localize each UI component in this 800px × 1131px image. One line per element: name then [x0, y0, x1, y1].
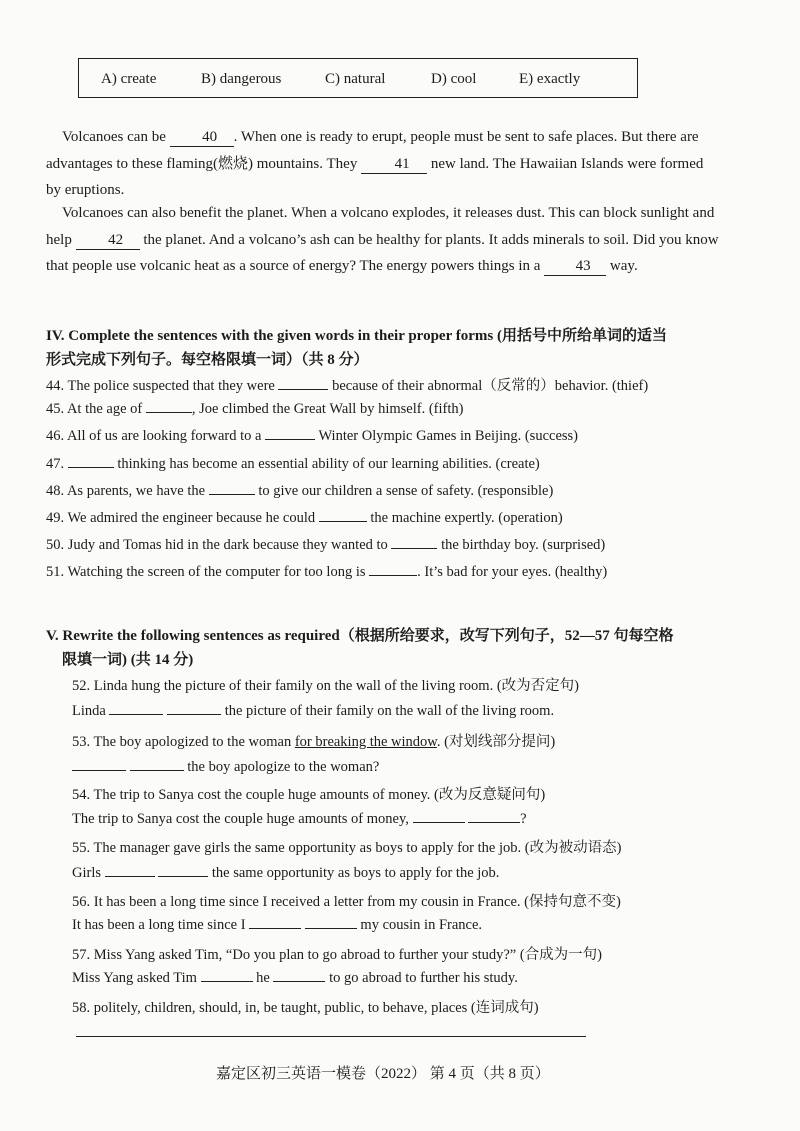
answer-blank[interactable] [201, 981, 253, 982]
question-51: 51. Watching the screen of the computer for too long is . It’s bad for your eyes. (healthy) [46, 564, 608, 580]
passage-text: . When one is ready to erupt, people must be sent to safe places. But there are advantages to these flaming(燃烧) mountains. They [46, 129, 699, 172]
answer-blank[interactable] [167, 714, 221, 715]
passage-text: new land. The Hawaiian Islands were formed by eruptions. [46, 155, 704, 198]
answer-line-58[interactable] [76, 1036, 586, 1037]
question-56: 56. It has been a long time since I received a letter from my cousin in France. (保持句意不变) [72, 894, 621, 910]
answer-55: Girls the same opportunity as boys to apply for the job. [72, 865, 500, 881]
word-option: A) create [101, 71, 157, 87]
blank-41[interactable]: 41 [361, 155, 427, 174]
question-52: 52. Linda hung the picture of their family on the wall of the living room. (改为否定句) [72, 678, 579, 694]
answer-blank[interactable] [249, 928, 301, 929]
answer-54: The trip to Sanya cost the couple huge amounts of money, ? [72, 811, 527, 827]
passage-text: Volcanoes can also benefit the planet. When a volcano explodes, it releases dust. This can block sunlight and help [46, 205, 715, 248]
question-53: 53. The boy apologized to the woman for breaking the window. (对划线部分提问) [72, 734, 556, 750]
answer-blank[interactable] [146, 412, 192, 413]
answer-blank[interactable] [305, 928, 357, 929]
section-4-heading-cont: 形式完成下列句子。每空格限填一词）（共 8 分） [46, 352, 369, 368]
answer-blank[interactable] [209, 494, 255, 495]
answer-56: It has been a long time since I my cousin in France. [72, 917, 483, 933]
question-50: 50. Judy and Tomas hid in the dark because they wanted to the birthday boy. (surprised) [46, 537, 606, 553]
passage-text: the planet. And a volcano’s ash can be healthy for plants. It adds minerals to soil. Did you know that people use volcanic heat as a source of energy? The energy powers things in a [46, 231, 719, 274]
question-49: 49. We admired the engineer because he could the machine expertly. (operation) [46, 510, 563, 526]
section-5-heading: V. Rewrite the following sentences as required（根据所给要求，改写下列句子，52—57 句每空格 [46, 628, 674, 644]
question-58: 58. politely, children, should, in, be taught, public, to behave, places (连词成句) [72, 1000, 539, 1016]
blank-43[interactable]: 43 [544, 257, 606, 276]
question-45: 45. At the age of , Joe climbed the Great Wall by himself. (fifth) [46, 401, 464, 417]
section-5-heading-cont: 限填一词) (共 14 分) [62, 652, 194, 668]
answer-blank[interactable] [413, 822, 465, 823]
answer-blank[interactable] [265, 439, 315, 440]
question-46: 46. All of us are looking forward to a Winter Olympic Games in Beijing. (success) [46, 428, 579, 444]
answer-52: Linda the picture of their family on the wall of the living room. [72, 703, 555, 719]
answer-blank[interactable] [130, 770, 184, 771]
answer-blank[interactable] [68, 467, 114, 468]
section-4-heading: IV. Complete the sentences with the given words in their proper forms (用括号中所给单词的适当 [46, 328, 667, 344]
answer-blank[interactable] [105, 876, 155, 877]
blank-40[interactable]: 40 [170, 128, 234, 147]
passage-paragraph-1 [46, 124, 722, 204]
question-54: 54. The trip to Sanya cost the couple huge amounts of money. (改为反意疑问句) [72, 787, 546, 803]
passage-text: Volcanoes can be [62, 129, 166, 145]
answer-blank[interactable] [278, 389, 328, 390]
word-option: D) cool [431, 71, 477, 87]
word-bank-box [78, 58, 638, 98]
passage-text: way. [609, 258, 638, 274]
question-55: 55. The manager gave girls the same opportunity as boys to apply for the job. (改为被动语态) [72, 840, 622, 856]
answer-53: the boy apologize to the woman? [72, 759, 379, 776]
question-48: 48. As parents, we have the to give our children a sense of safety. (responsible) [46, 483, 554, 499]
answer-57: Miss Yang asked Tim he to go abroad to further his study. [72, 970, 518, 986]
word-option: C) natural [325, 71, 386, 87]
word-option: B) dangerous [201, 71, 282, 87]
page-footer: 嘉定区初三英语一模卷（2022） 第 4 页（共 8 页） [216, 1066, 550, 1082]
answer-blank[interactable] [369, 575, 417, 576]
question-47: 47. thinking has become an essential ability of our learning abilities. (create) [46, 456, 540, 472]
answer-blank[interactable] [109, 714, 163, 715]
answer-blank[interactable] [319, 521, 367, 522]
blank-42[interactable]: 42 [76, 231, 140, 250]
question-44: 44. The police suspected that they were because of their abnormal（反常的）behavior. (thief) [46, 378, 649, 394]
answer-blank[interactable] [273, 981, 325, 982]
answer-blank[interactable] [72, 770, 126, 771]
answer-blank[interactable] [468, 822, 520, 823]
answer-blank[interactable] [391, 548, 437, 549]
word-option: E) exactly [519, 71, 581, 87]
passage-paragraph-2 [46, 200, 722, 280]
answer-blank[interactable] [158, 876, 208, 877]
question-57: 57. Miss Yang asked Tim, “Do you plan to go abroad to further your study?” (合成为一句) [72, 947, 603, 963]
